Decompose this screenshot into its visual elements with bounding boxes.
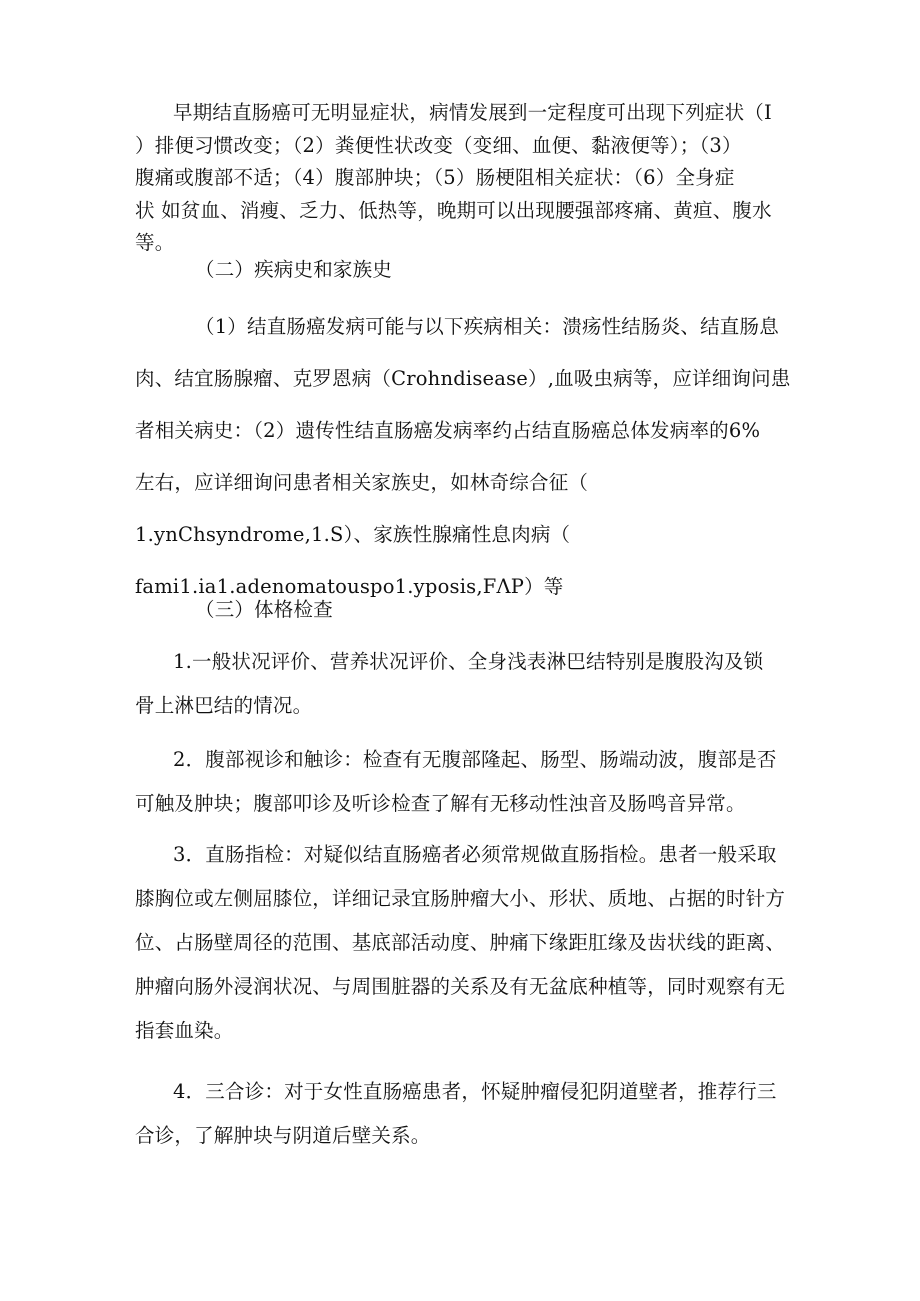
text-line: 早期结直肠癌可无明显症状，病情发展到一定程度可出现下列症状（I <box>173 101 772 124</box>
text-line: 膝胸位或左侧屈膝位，详细记录宜肠肿瘤大小、形状、质地、占据的时针方 <box>135 887 786 910</box>
text-line: 3．直肠指检：对疑似结直肠癌者必须常规做直肠指检。患者一般采取 <box>173 843 777 866</box>
text-line: fami1.ia1.adenomatouspo1.yposis,FΛP）等 <box>135 575 564 598</box>
text-line: 肉、结宜肠腺瘤、克罗恩病（Crohndisease）,血吸虫病等，应详细询问患 <box>135 367 791 390</box>
text-line: 1.ynChsyndrome,1.S）、家族性腺痛性息肉病（ <box>135 523 571 546</box>
text-line: 合诊，了解肿块与阴道后壁关系。 <box>135 1124 431 1147</box>
text-line: 位、占肠壁周径的范围、基底部活动度、肿痛下缘距肛缘及齿状线的距离、 <box>135 931 786 954</box>
text-line: 1.一般状况评价、营养状况评价、全身浅表淋巴结特别是腹股沟及锁 <box>173 650 764 673</box>
text-line: 腹痛或腹部不适；（4）腹部肿块；（5）肠梗阻相关症状：（6）全身症 <box>135 166 735 189</box>
section-heading-history: （二）疾病史和家族史 <box>195 258 393 281</box>
exam-item-3 <box>135 833 795 1053</box>
text-line: 肿瘤向肠外浸润状况、与周围脏器的关系及有无盆底种植等，同时观察有无 <box>135 975 786 998</box>
text-line: ）排便习惯改变；（2）粪便性状改变（变细、血便、黏液便等）；（3） <box>135 133 742 157</box>
history-paragraph <box>135 301 795 613</box>
text-line: 4．三合诊：对于女性直肠癌患者，怀疑肿瘤侵犯阴道壁者，推荐行三 <box>173 1080 777 1103</box>
text-line: 2．腹部视诊和触诊：检查有无腹部隆起、肠型、肠端动波，腹部是否 <box>173 748 777 771</box>
text-line: 可触及肿块；腹部叩诊及听诊检查了解有无移动性浊音及肠鸣音异常。 <box>135 792 746 815</box>
symptoms-paragraph <box>135 97 795 260</box>
text-line: （1）结直肠癌发病可能与以下疾病相关：溃疡性结肠炎、结直肠息 <box>195 315 779 338</box>
exam-item-1 <box>135 640 795 728</box>
text-line: 左右，应详细询问患者相关家族史，如林奇综合征（ <box>135 471 589 494</box>
text-line: 指套血染。 <box>135 1019 234 1042</box>
section-heading-exam: （三）体格检查 <box>195 598 333 621</box>
text-line: 骨上淋巴结的情况。 <box>135 694 313 717</box>
text-line: 者相关病史：（2）遗传性结直肠癌发病率约占结直肠癌总体发病率的6% <box>135 419 761 442</box>
exam-item-4 <box>135 1070 795 1158</box>
text-line: 等。 <box>135 231 175 254</box>
exam-item-2 <box>135 738 795 826</box>
text-line: 状 如贫血、消瘦、乏力、低热等，晚期可以出现腰强部疼痛、黄疸、腹水 <box>135 198 772 222</box>
